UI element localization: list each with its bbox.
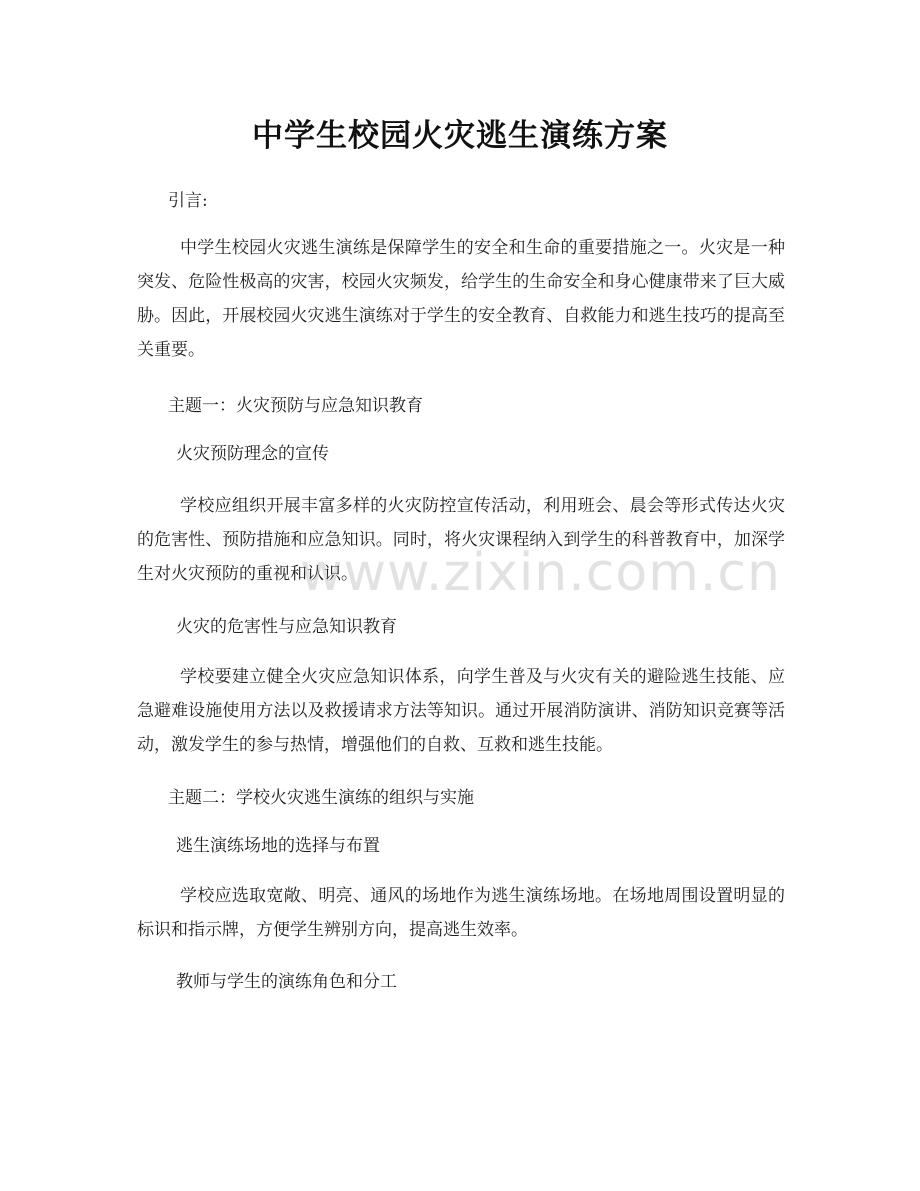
topic1-heading: 主题一：火灾预防与应急知识教育 bbox=[168, 396, 423, 416]
intro-paragraph: 中学生校园火灾逃生演练是保障学生的安全和生命的重要措施之一。火灾是一种突发、危险性极高的灾害，校园火灾频发，给学生的生命安全和身心健康带来了巨大威胁。因此，开展校园火灾逃生演练对于学生的安全教育、自救能力和逃生技巧的提高至关重要。 bbox=[137, 238, 785, 360]
topic2-subheading-1: 逃生演练场地的选择与布置 bbox=[176, 836, 380, 856]
topic2-heading: 主题二：学校火灾逃生演练的组织与实施 bbox=[168, 788, 474, 808]
topic2-sub1-paragraph: 学校应选取宽敞、明亮、通风的场地作为逃生演练场地。在场地周围设置明显的标识和指示牌，方便学生辨别方向，提高逃生效率。 bbox=[137, 886, 785, 940]
document-title: 中学生校园火灾逃生演练方案 bbox=[252, 118, 668, 154]
topic2-subheading-2: 教师与学生的演练角色和分工 bbox=[176, 972, 397, 992]
topic1-subheading-2: 火灾的危害性与应急知识教育 bbox=[176, 617, 397, 637]
topic1-sub2-paragraph: 学校要建立健全火灾应急知识体系，向学生普及与火灾有关的避险逃生技能、应急避难设施使用方法以及救援请求方法等知识。通过开展消防演讲、消防知识竞赛等活动，激发学生的参与热情，增强他们的自救、互救和逃生技能。 bbox=[137, 667, 785, 755]
intro-label: 引言: bbox=[168, 191, 208, 211]
watermark-text: www.zixin.com.cn bbox=[300, 543, 781, 603]
topic1-sub1-paragraph: 学校应组织开展丰富多样的火灾防控宣传活动，利用班会、晨会等形式传达火灾的危害性、预防措施和应急知识。同时，将火灾课程纳入到学生的科普教育中，加深学生对火灾预防的重视和认识。 bbox=[137, 496, 785, 584]
topic1-subheading-1: 火灾预防理念的宣传 bbox=[176, 444, 329, 464]
